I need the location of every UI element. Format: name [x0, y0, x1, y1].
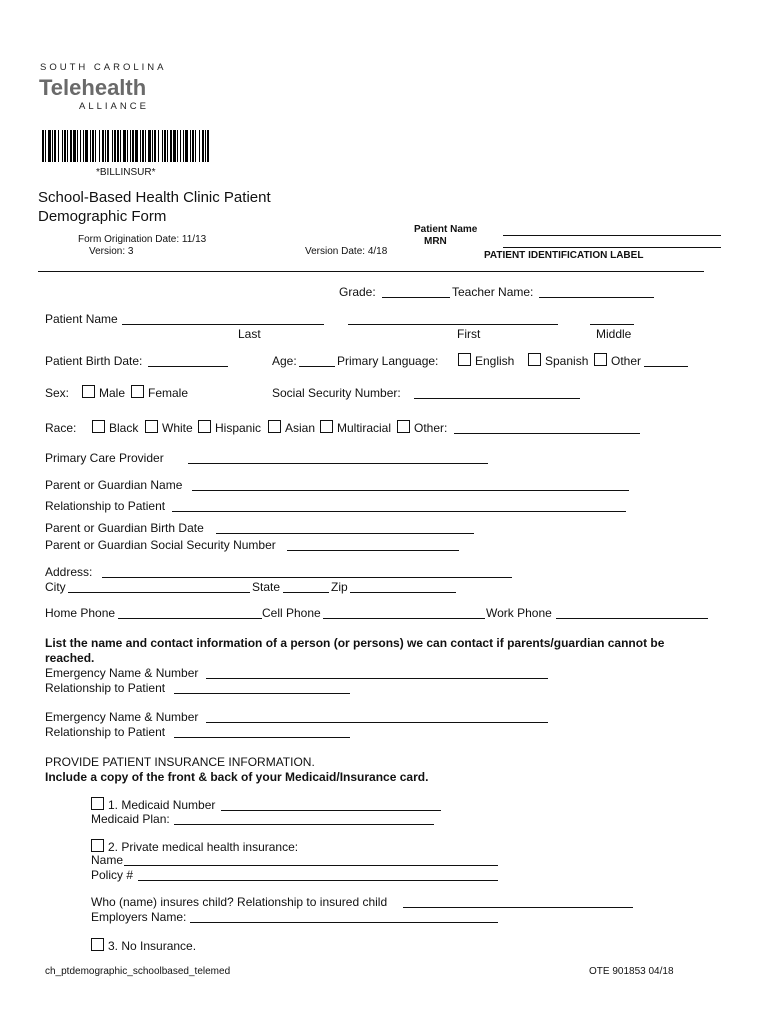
sex-female[interactable] — [131, 385, 188, 400]
teacher-label: Teacher Name: — [452, 285, 534, 299]
patient-name-label: Patient Name — [45, 312, 118, 326]
zip-field[interactable] — [350, 592, 456, 593]
logo-bottom-text: ALLIANCE — [79, 101, 149, 112]
version: Version: 3 — [89, 246, 134, 257]
male-checkbox[interactable] — [82, 385, 95, 398]
female-label: Female — [148, 386, 189, 400]
first-name-field[interactable] — [348, 324, 558, 325]
cell-phone-label: Cell Phone — [262, 606, 321, 620]
address-field[interactable] — [102, 577, 512, 578]
emergency-1-relationship-field[interactable] — [174, 693, 350, 694]
primary-language-label: Primary Language: — [337, 354, 439, 368]
first-caption: First — [457, 327, 481, 341]
age-field[interactable] — [299, 366, 335, 367]
male-label: Male — [99, 386, 126, 400]
home-phone-label: Home Phone — [45, 606, 116, 620]
emergency-2-field[interactable] — [206, 722, 548, 723]
black-label: Black — [109, 421, 139, 435]
guardian-birth-label: Parent or Guardian Birth Date — [45, 521, 204, 535]
emergency-1-relationship-label: Relationship to Patient — [45, 681, 166, 695]
title-line-2: Demographic Form — [38, 208, 167, 225]
who-insures-field[interactable] — [403, 907, 633, 908]
private-name-field[interactable] — [124, 865, 498, 866]
id-patient-name-line[interactable] — [503, 235, 721, 236]
home-phone-field[interactable] — [118, 618, 262, 619]
barcode-icon — [42, 130, 214, 162]
emergency-2-relationship-field[interactable] — [174, 737, 350, 738]
language-english[interactable] — [458, 353, 514, 368]
other-language-field[interactable] — [644, 366, 688, 367]
language-other[interactable] — [594, 353, 641, 368]
policy-label: Policy # — [91, 868, 134, 882]
other-race-label: Other: — [414, 421, 448, 435]
patient-id-label: PATIENT IDENTIFICATION LABEL — [484, 250, 644, 261]
ssn-field[interactable] — [414, 398, 580, 399]
private-insurance-checkbox[interactable] — [91, 839, 104, 852]
private-insurance-label: 2. Private medical health insurance: — [108, 840, 299, 854]
header-divider — [38, 271, 704, 272]
other-language-checkbox[interactable] — [594, 353, 607, 366]
guardian-name-field[interactable] — [192, 490, 629, 491]
grade-field[interactable] — [382, 297, 450, 298]
id-patient-name-label: Patient Name — [414, 224, 478, 235]
grade-label: Grade: — [339, 285, 376, 299]
no-insurance-option[interactable] — [91, 938, 196, 953]
other-race-field[interactable] — [454, 433, 640, 434]
medicaid-checkbox[interactable] — [91, 797, 104, 810]
logo-main-text: Telehealth — [39, 75, 147, 100]
work-phone-field[interactable] — [556, 618, 708, 619]
language-spanish[interactable] — [528, 353, 588, 368]
employers-label: Employers Name: — [91, 910, 187, 924]
emergency-2-label: Emergency Name & Number — [45, 710, 199, 724]
origination-date: Form Origination Date: 11/13 — [78, 234, 207, 245]
state-label: State — [252, 580, 281, 594]
multiracial-label: Multiracial — [337, 421, 392, 435]
address-label: Address: — [45, 565, 93, 579]
guardian-name-label: Parent or Guardian Name — [45, 478, 183, 492]
medicaid-number-label: 1. Medicaid Number — [108, 798, 216, 812]
birth-date-label: Patient Birth Date: — [45, 354, 143, 368]
race-asian[interactable] — [268, 420, 315, 435]
other-race-checkbox[interactable] — [397, 420, 410, 433]
state-field[interactable] — [283, 592, 329, 593]
race-other[interactable] — [397, 420, 447, 435]
white-checkbox[interactable] — [145, 420, 158, 433]
last-caption: Last — [238, 327, 261, 341]
hispanic-checkbox[interactable] — [198, 420, 211, 433]
white-label: White — [162, 421, 193, 435]
pcp-field[interactable] — [188, 463, 488, 464]
id-mrn-label: MRN — [424, 236, 447, 247]
teacher-field[interactable] — [539, 297, 654, 298]
multiracial-checkbox[interactable] — [320, 420, 333, 433]
form-title — [38, 188, 271, 226]
contact-instruction-line-2: reached. — [45, 651, 95, 665]
black-checkbox[interactable] — [92, 420, 105, 433]
insurance-heading: PROVIDE PATIENT INSURANCE INFORMATION. — [45, 755, 315, 769]
version-date: Version Date: 4/18 — [305, 246, 388, 257]
title-line-1: School-Based Health Clinic Patient — [38, 189, 271, 206]
age-label: Age: — [272, 354, 297, 368]
logo-top-text: SOUTH CAROLINA — [40, 62, 167, 73]
guardian-birth-field[interactable] — [216, 533, 474, 534]
no-insurance-checkbox[interactable] — [91, 938, 104, 951]
hispanic-label: Hispanic — [215, 421, 262, 435]
cell-phone-field[interactable] — [323, 618, 485, 619]
sex-male[interactable] — [82, 385, 125, 400]
insurance-subheading: Include a copy of the front & back of your Medicaid/Insurance card. — [45, 770, 429, 784]
race-label: Race: — [45, 421, 77, 435]
spanish-checkbox[interactable] — [528, 353, 541, 366]
footer-right: OTE 901853 04/18 — [589, 966, 674, 977]
city-field[interactable] — [68, 592, 250, 593]
middle-caption: Middle — [596, 327, 632, 341]
emergency-1-field[interactable] — [206, 678, 548, 679]
medicaid-option[interactable] — [91, 797, 215, 812]
spanish-label: Spanish — [545, 354, 589, 368]
relationship-label: Relationship to Patient — [45, 499, 166, 513]
medicaid-number-field[interactable] — [221, 810, 441, 811]
english-label: English — [475, 354, 515, 368]
other-language-label: Other — [611, 354, 642, 368]
contact-instruction-line-1: List the name and contact information of a person (or persons) we can contact if parents/guardian cannot be — [45, 636, 665, 650]
race-multiracial[interactable] — [320, 420, 391, 435]
policy-field[interactable] — [138, 880, 498, 881]
middle-name-field[interactable] — [590, 324, 634, 325]
ssn-label: Social Security Number: — [272, 386, 401, 400]
guardian-ssn-field[interactable] — [287, 550, 459, 551]
id-mrn-line[interactable] — [503, 247, 721, 248]
zip-label: Zip — [331, 580, 348, 594]
emergency-1-label: Emergency Name & Number — [45, 666, 199, 680]
work-phone-label: Work Phone — [486, 606, 552, 620]
city-label: City — [45, 580, 66, 594]
medicaid-plan-label: Medicaid Plan: — [91, 812, 170, 826]
barcode-text: *BILLINSUR* — [96, 167, 156, 178]
employers-field[interactable] — [190, 922, 498, 923]
private-insurance-option[interactable] — [91, 839, 298, 854]
sex-label: Sex: — [45, 386, 70, 400]
relationship-field[interactable] — [172, 511, 626, 512]
last-name-field[interactable] — [122, 324, 324, 325]
pcp-label: Primary Care Provider — [45, 451, 164, 465]
medicaid-plan-field[interactable] — [174, 824, 434, 825]
race-hispanic[interactable] — [198, 420, 261, 435]
footer-left: ch_ptdemographic_schoolbased_telemed — [45, 966, 231, 977]
asian-checkbox[interactable] — [268, 420, 281, 433]
no-insurance-label: 3. No Insurance. — [108, 939, 197, 953]
female-checkbox[interactable] — [131, 385, 144, 398]
emergency-2-relationship-label: Relationship to Patient — [45, 725, 166, 739]
birth-date-field[interactable] — [148, 366, 228, 367]
english-checkbox[interactable] — [458, 353, 471, 366]
guardian-ssn-label: Parent or Guardian Social Security Number — [45, 538, 276, 552]
private-name-label: Name — [91, 853, 124, 867]
who-insures-label: Who (name) insures child? Relationship to insured child — [91, 895, 388, 909]
race-white[interactable] — [145, 420, 193, 435]
race-black[interactable] — [92, 420, 138, 435]
asian-label: Asian — [285, 421, 316, 435]
